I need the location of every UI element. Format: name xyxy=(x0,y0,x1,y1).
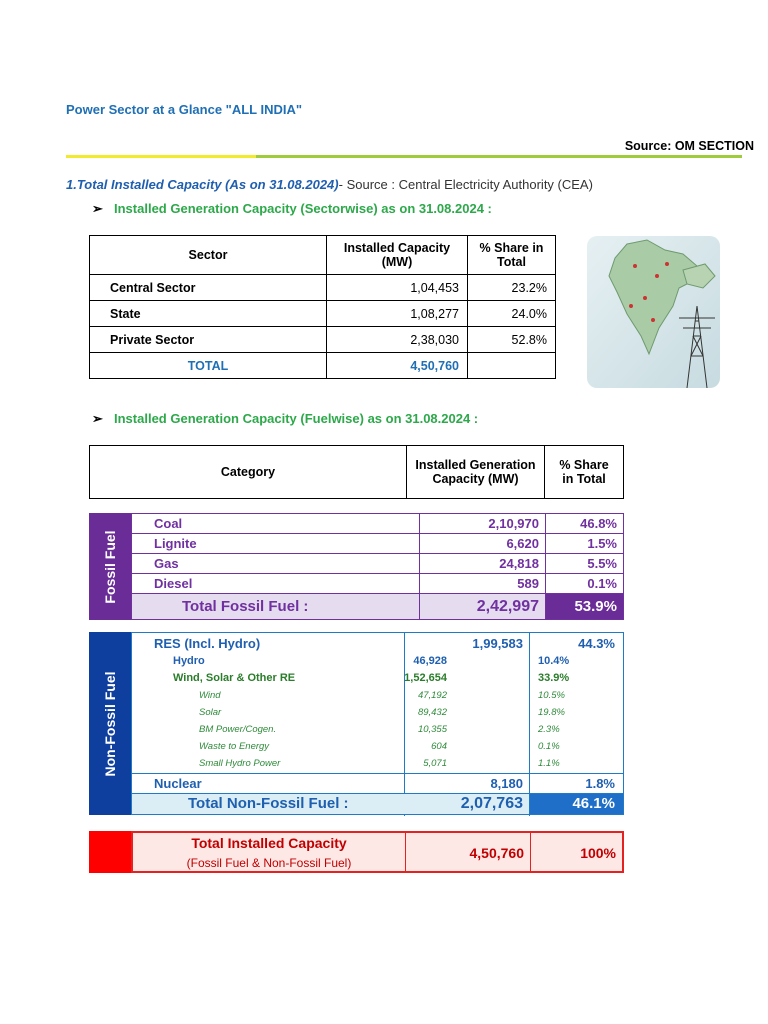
sector-name: Central Sector xyxy=(90,275,327,301)
wsre-capacity: 1,52,654 xyxy=(404,672,447,684)
table-header-row xyxy=(90,236,556,275)
fossil-total-row xyxy=(132,594,624,620)
sub-label: Waste to Energy xyxy=(199,741,270,752)
fossil-total-label: Total Fossil Fuel : xyxy=(132,594,420,620)
fuel-share: 0.1% xyxy=(546,574,624,594)
fuel-capacity: 24,818 xyxy=(420,554,546,574)
source-label: Source: OM SECTION xyxy=(624,139,754,153)
header-category: Category xyxy=(90,446,407,499)
nuclear-capacity: 8,180 xyxy=(490,776,523,791)
fuel-share: 5.5% xyxy=(546,554,624,574)
header-share-total: % Share in Total xyxy=(545,446,624,499)
bullet-fuelwise xyxy=(92,411,478,427)
sub-capacity: 10,355 xyxy=(417,724,447,735)
table-row xyxy=(132,554,624,574)
header-rule-yellow xyxy=(66,155,256,158)
sub-share: 1.1% xyxy=(538,758,560,769)
fossil-side-text: Fossil Fuel xyxy=(102,529,118,604)
nuclear-share: 1.8% xyxy=(585,776,615,791)
nonfossil-side-label xyxy=(89,632,131,815)
sub-share: 2.3% xyxy=(538,724,560,735)
sector-share: 24.0% xyxy=(468,301,556,327)
fuel-share: 46.8% xyxy=(546,514,624,534)
total-capacity: 4,50,760 xyxy=(327,353,468,379)
res-capacity: 1,99,583 xyxy=(472,636,523,651)
bullet-fuelwise-text: Installed Generation Capacity (Fuelwise) as on 31.08.2024 : xyxy=(114,411,479,426)
table-row xyxy=(90,327,556,353)
fossil-table xyxy=(131,513,624,620)
grand-total-capacity: 4,50,760 xyxy=(469,845,524,861)
fuel-name: Gas xyxy=(132,554,420,574)
nuclear-label: Nuclear xyxy=(154,776,202,791)
arrow-bullet-icon: ➢ xyxy=(92,411,103,426)
nonfossil-total-label: Total Non-Fossil Fuel : xyxy=(188,795,349,812)
sub-label: Solar xyxy=(199,707,222,718)
sub-capacity: 47,192 xyxy=(417,690,447,701)
fuel-name: Coal xyxy=(132,514,420,534)
sub-capacity: 604 xyxy=(431,741,447,752)
sub-share: 10.5% xyxy=(538,690,565,701)
total-row xyxy=(90,353,556,379)
grand-total-marker xyxy=(89,831,131,873)
table-row xyxy=(132,514,624,534)
fossil-total-capacity: 2,42,997 xyxy=(420,594,546,620)
sub-label: Small Hydro Power xyxy=(199,758,281,769)
grand-total-sublabel: (Fossil Fuel & Non-Fossil Fuel) xyxy=(186,856,352,870)
nonfossil-table xyxy=(131,632,624,815)
nonfossil-side-text: Non-Fossil Fuel xyxy=(102,671,118,776)
page-title: Power Sector at a Glance "ALL INDIA" xyxy=(66,102,303,117)
nonfossil-total-share: 46.1% xyxy=(572,795,615,812)
sub-capacity: 5,071 xyxy=(423,758,447,769)
hydro-share: 10.4% xyxy=(538,655,570,667)
section-heading xyxy=(66,177,593,192)
grand-total-share: 100% xyxy=(580,845,616,861)
grand-total-label: Total Installed Capacity xyxy=(191,835,347,851)
header-capacity: Installed Capacity (MW) xyxy=(327,236,468,275)
fuel-capacity: 2,10,970 xyxy=(420,514,546,534)
fuel-name: Lignite xyxy=(132,534,420,554)
sub-share: 0.1% xyxy=(538,741,560,752)
res-label: RES (Incl. Hydro) xyxy=(154,636,261,651)
sector-capacity: 2,38,030 xyxy=(327,327,468,353)
sector-capacity: 1,04,453 xyxy=(327,275,468,301)
wsre-label: Wind, Solar & Other RE xyxy=(173,672,296,684)
arrow-bullet-icon: ➢ xyxy=(92,201,103,216)
bullet-sectorwise-text: Installed Generation Capacity (Sectorwise) as on 31.08.2024 : xyxy=(114,201,492,216)
fuel-header-table xyxy=(89,445,624,499)
grand-total-block xyxy=(89,831,624,873)
sector-name: State xyxy=(90,301,327,327)
fossil-side-label xyxy=(89,513,131,620)
table-row xyxy=(132,534,624,554)
total-share xyxy=(468,353,556,379)
header-gen-capacity: Installed Generation Capacity (MW) xyxy=(407,446,545,499)
sub-label: Wind xyxy=(199,690,221,701)
india-map-tower-image xyxy=(587,236,720,388)
sector-capacity: 1,08,277 xyxy=(327,301,468,327)
hydro-capacity: 46,928 xyxy=(413,655,447,667)
sector-name: Private Sector xyxy=(90,327,327,353)
section-dash: - xyxy=(338,177,347,192)
header-sector: Sector xyxy=(90,236,327,275)
fuel-name: Diesel xyxy=(132,574,420,594)
fossil-total-share: 53.9% xyxy=(546,594,624,620)
hydro-label: Hydro xyxy=(173,655,205,667)
res-share: 44.3% xyxy=(578,636,615,651)
sector-table xyxy=(89,235,556,379)
fuel-capacity: 589 xyxy=(420,574,546,594)
sub-capacity: 89,432 xyxy=(417,707,447,718)
fuel-capacity: 6,620 xyxy=(420,534,546,554)
wsre-share: 33.9% xyxy=(538,672,570,684)
bullet-sectorwise xyxy=(92,201,492,217)
nonfossil-total-capacity: 2,07,763 xyxy=(460,795,523,812)
sub-share: 19.8% xyxy=(538,707,565,718)
table-row xyxy=(132,574,624,594)
sub-label: BM Power/Cogen. xyxy=(199,724,277,735)
table-row xyxy=(90,301,556,327)
fuel-share: 1.5% xyxy=(546,534,624,554)
grand-total-row xyxy=(131,831,624,873)
section-source: Source : Central Electricity Authority (CEA) xyxy=(346,177,593,192)
header-share: % Share in Total xyxy=(468,236,556,275)
header-rule-green xyxy=(256,155,742,158)
total-label: TOTAL xyxy=(90,353,327,379)
section-title: 1.Total Installed Capacity (As on 31.08.2024) xyxy=(66,177,339,192)
sector-share: 23.2% xyxy=(468,275,556,301)
table-row xyxy=(90,275,556,301)
sector-share: 52.8% xyxy=(468,327,556,353)
table-header-row xyxy=(90,446,624,499)
